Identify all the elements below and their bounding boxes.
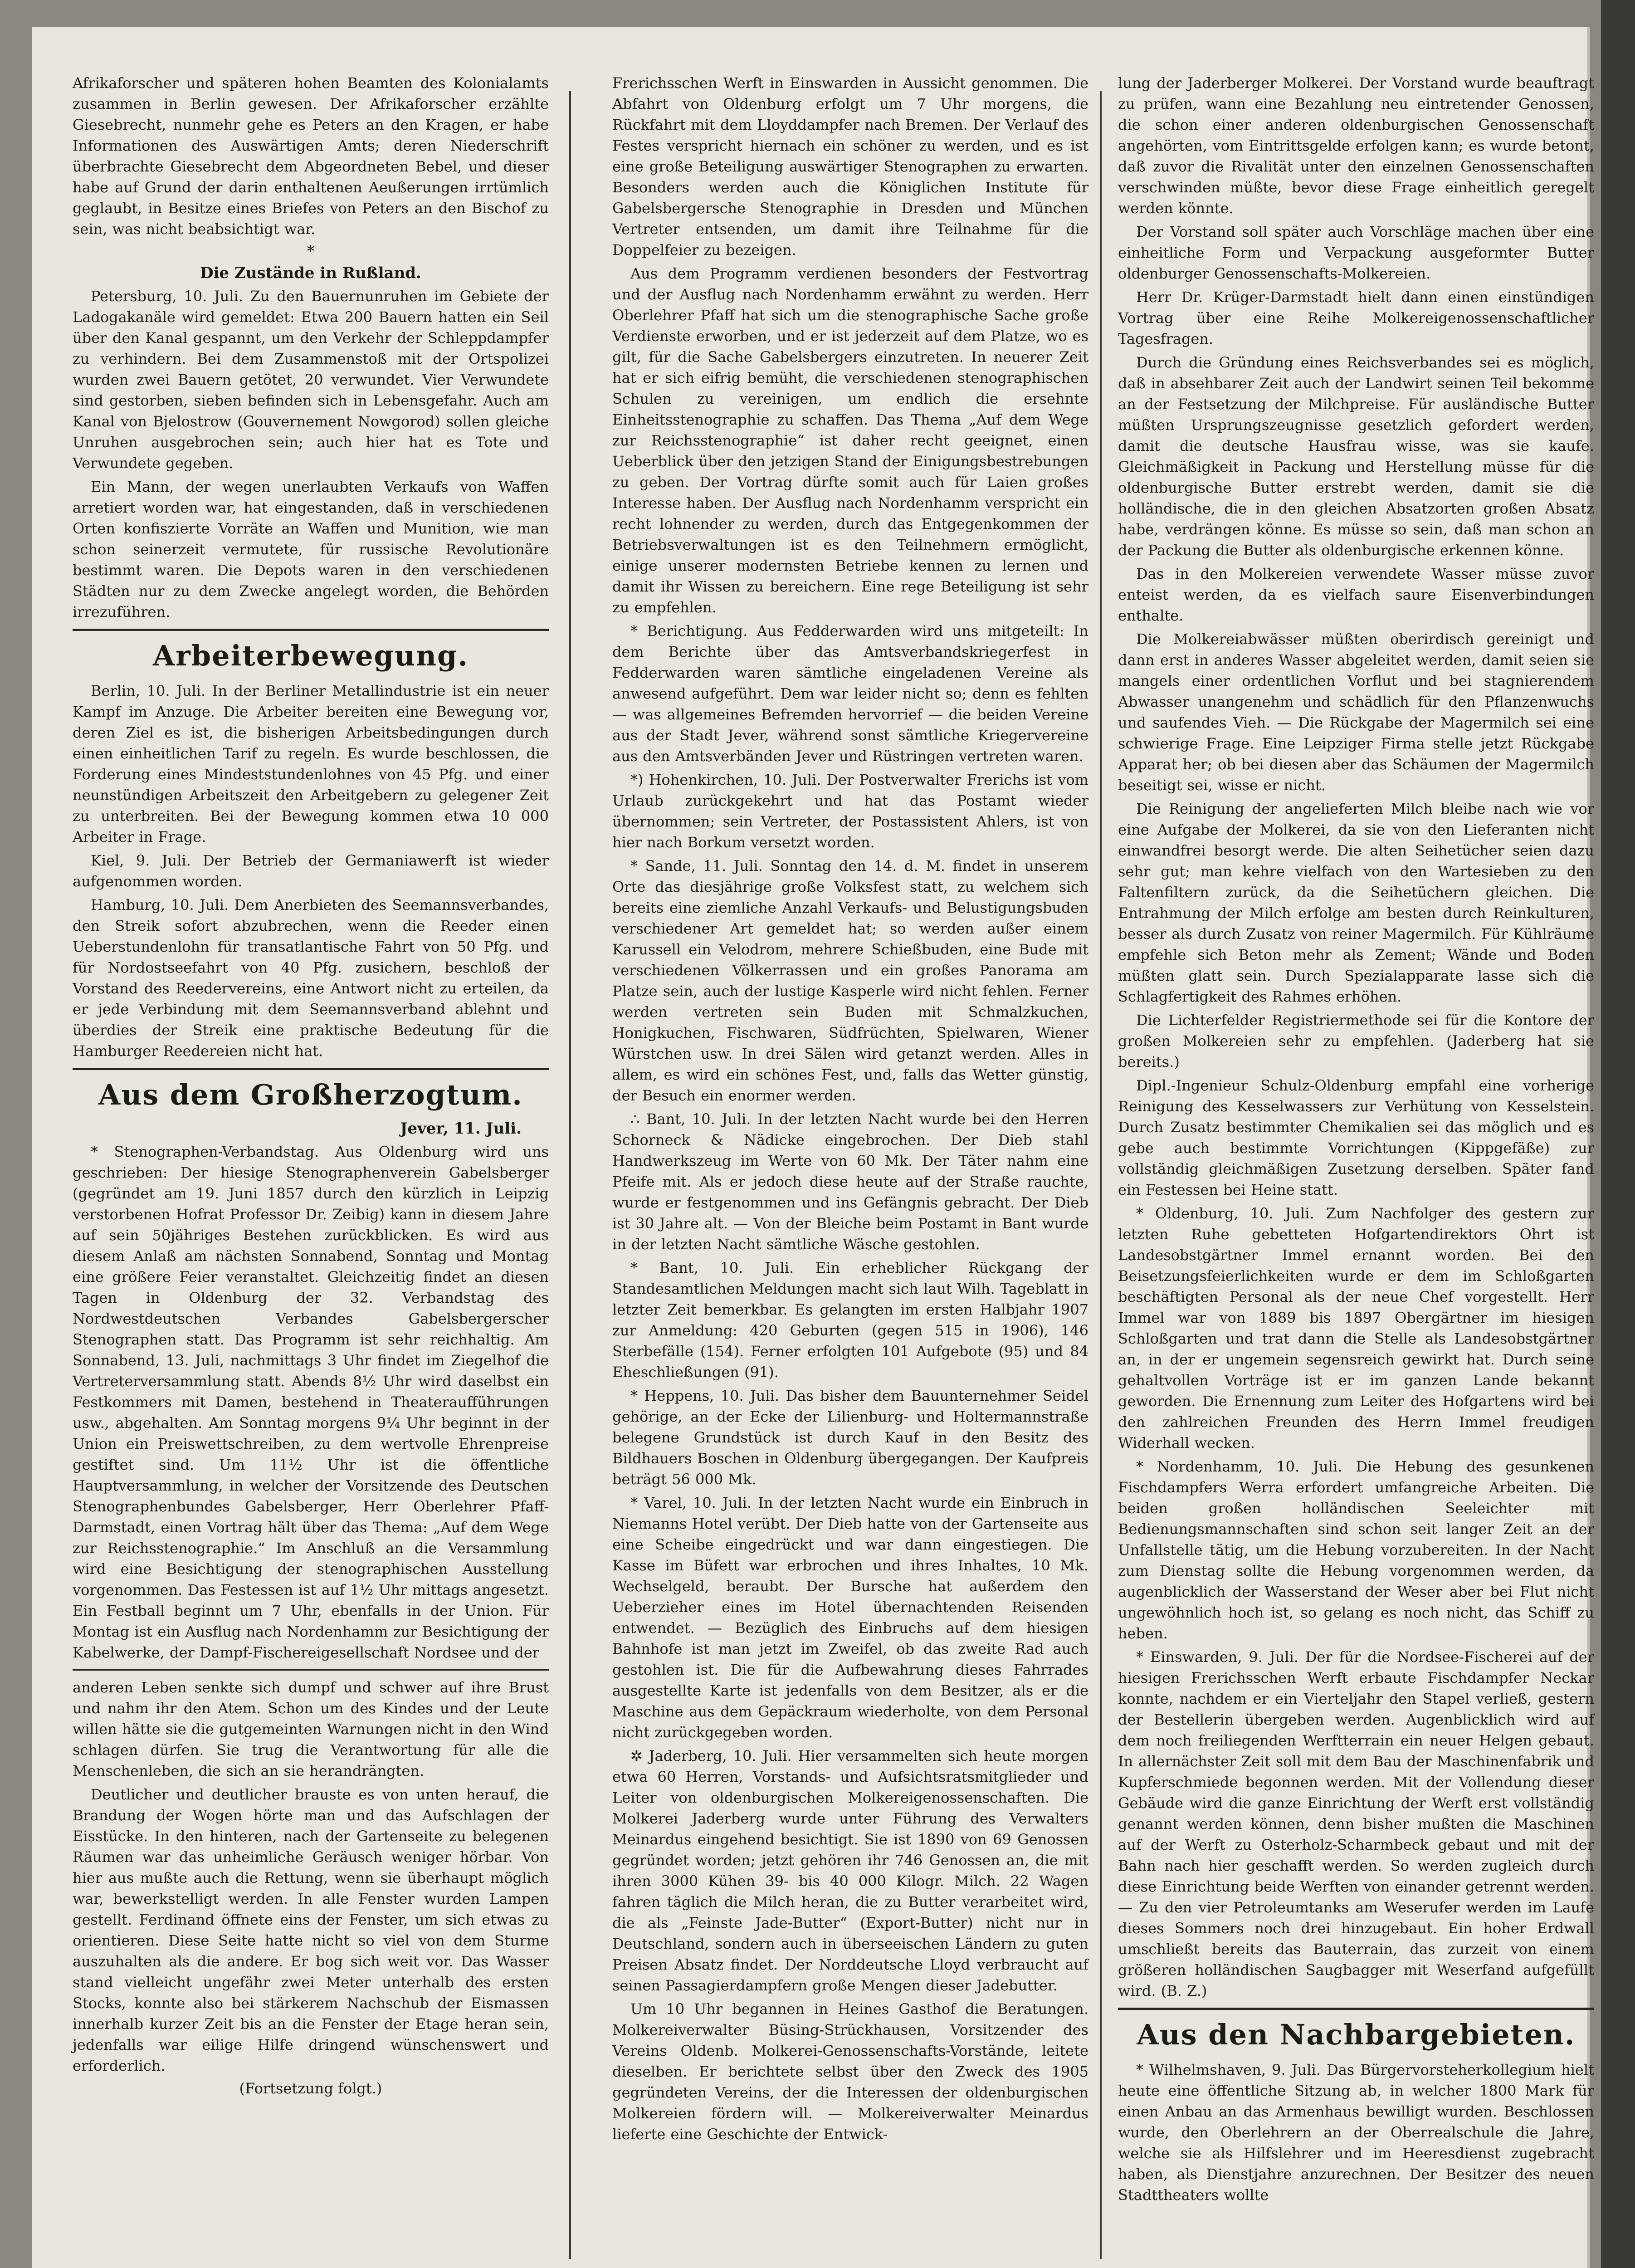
column-2 xyxy=(612,73,1088,2147)
continuation-note: (Fortsetzung folgt.) xyxy=(239,2080,382,2097)
separator-star: * xyxy=(307,242,315,260)
article-text: lung der Jaderberger Molkerei. Der Vorstand wurde beauftragt zu prüfen, wann eine Bezahlung neu eintretender Genossen, die schon einer anderen oldenburgischen Genossenschaft angehörten, vom Eintrittsgelde erfolgen kann; es wurde betont, daß zuvor die Rivalität unter den einzelnen Genossenschaften verschwinden müßte, bevor diese Frage einheitlich geregelt werden könnte. xyxy=(1118,74,1594,217)
column-rule xyxy=(569,91,571,2259)
article-text: Dipl.-Ingenieur Schulz-Oldenburg empfahl eine vorherige Reinigung des Kesselwassers zur Verhütung von Kesselstein. Durch Zusatz bestimmter Chemikalien sei das möglich und es gebe auch bestimmte Vorrichtungen (Kippgefäße) zur vollständig gleichmäßigen Zusetzung derselben. Später fand ein Festessen bei Heine statt. xyxy=(1118,1077,1594,1198)
feuilleton-text: Deutlicher und deutlicher brauste es von unten herauf, die Brandung der Wogen hörte man und das Aufschlagen der Eisstücke. In den hinteren, nach der Gartenseite zu belegenen Räumen war das unheimliche Geräusch weniger hörbar. Von hier aus mußte auch die Rettung, wenn sie überhaupt möglich war, bewerkstelligt werden. In alle Fenster wurden Lampen gestellt. Ferdinand öffnete eins der Fenster, um sich etwas zu orientieren. Diese Seite hatte nicht so viel von dem Sturme auszuhalten als die andere. Er bog sich weit vor. Das Wasser stand vielleicht ungefähr zwei Meter unterhalb des ersten Stocks, konnte also bei stärkerem Nachschub der Eismassen innerhalb kurzer Zeit bis an die Fenster der Etage heran sein, jedenfalls war eilige Hilfe dringend wünschenswert und erforderlich. xyxy=(73,1786,549,2074)
article-text: * Nordenhamm, 10. Juli. Die Hebung des gesunkenen Fischdampfers Werra erfordert umfangreiche Arbeiten. Die beiden großen holländischen Seeleichter mit Bedienungsmannschaften sind schon seit langer Zeit an der Unfallstelle tätig, um die Hebung vorzubereiten. In der Nacht zum Dienstag sollte die Hebung vorgenommen werden, da augenblicklich der Wasserstand der Weser aber bei Flut nicht ungewöhnlich hoch ist, so gelang es noch nicht, das Schiff zu heben. xyxy=(1118,1458,1594,1642)
article-text: * Heppens, 10. Juli. Das bisher dem Bauunternehmer Seidel gehörige, an der Ecke der Lilienburg- und Holtermannstraße belegene Grundstück ist durch Kauf in den Besitz des Bildhauers Boschen in Oldenburg übergegangen. Der Kaufpreis beträgt 56 000 Mk. xyxy=(612,1387,1088,1488)
scan-edge xyxy=(1601,0,1635,2268)
article-text: Hamburg, 10. Juli. Dem Anerbieten des Seemannsverbandes, den Streik sofort abzubrechen, wenn die Reeder einen Ueberstundenlohn für transatlantische Fahrt von 50 Pfg. und für Nordostseefahrt von 40 Pfg. zusichern, beschloß der Vorstand des Reedervereins, eine Antwort nicht zu erteilen, da er jede Verbindung mit dem Seemannsverband ablehnt und überdies der Streik eine praktische Bedeutung für die Hamburger Reedereien nicht hat. xyxy=(73,896,549,1060)
article-text: *) Hohenkirchen, 10. Juli. Der Postverwalter Frerichs ist vom Urlaub zurückgekehrt und hat das Postamt wieder übernommen; sein Vertreter, der Postassistent Ahlers, ist von hier nach Borkum versetzt worden. xyxy=(612,771,1088,851)
section-heading: Die Zustände in Rußland. xyxy=(200,264,421,282)
article-text: * Berichtigung. Aus Fedderwarden wird uns mitgeteilt: In dem Berichte über das Amtsverbandskriegerfest in Fedderwarden waren sämtliche eingeladenen Vereine als anwesend aufgeführt. Dem war leider nicht so; denn es fehlten — was allgemeines Befremden hervorrief — die beiden Vereine aus der Stadt Jever, während sonst sämtliche Kriegervereine aus den Amtsverbänden Jever und Rüstringen vertreten waren. xyxy=(612,622,1088,765)
article-text: ∴ Bant, 10. Juli. In der letzten Nacht wurde bei den Herren Schorneck & Nädicke eingebrochen. Der Dieb stahl Handwerkszeug im Werte von 60 Mk. Der Täter nahm eine Pfeife mit. Als er jedoch diese heute auf der Straße rauchte, wurde er festgenommen und ins Gefängnis gebracht. Der Dieb ist 30 Jahre alt. — Von der Bleiche beim Postamt in Bant wurde in der letzten Nacht sämtliche Wäsche gestohlen. xyxy=(612,1110,1088,1253)
article-text: Der Vorstand soll später auch Vorschläge machen über eine einheitliche Form und Verpackung ausgeformter Butter oldenburger Genossenschafts-Molkereien. xyxy=(1118,223,1594,282)
article-text: Aus dem Programm verdienen besonders der Festvortrag und der Ausflug nach Nordenhamm erwähnt zu werden. Herr Oberlehrer Pfaff hat sich um die stenographische Sache große Verdienste erworben, und er ist jederzeit auf dem Platze, wo es gilt, für die Sache Gabelsbergers einzutreten. In neuerer Zeit hat er sich eifrig bemüht, die verschiedenen stenographischen Schulen zu vereinigen, um endlich die ersehnte Einheitsstenographie zu schaffen. Das Thema „Auf dem Wege zur Reichsstenographie“ ist daher recht geeignet, einen Ueberblick über den jetzigen Stand der Einigungsbestrebungen zu geben. Der Vortrag dürfte somit auch für Laien großes Interesse haben. Der Ausflug nach Nordenhamm verspricht ein recht lohnender zu werden, durch das Entgegenkommen der Betriebsverwaltungen ist es den Teilnehmern ermöglicht, einige unserer modernsten Betriebe kennen zu lernen und damit ihr Wissen zu bereichern. Eine rege Beteiligung ist sehr zu empfehlen. xyxy=(612,265,1088,616)
article-text: * Stenographen-Verbandstag. Aus Oldenburg wird uns geschrieben: Der hiesige Stenographenverein Gabelsberger (gegründet am 19. Juni 1857 durch den kürzlich in Leipzig verstorbenen Hofrat Professor Dr. Zeibig) kann in diesem Jahre auf sein 50jähriges Bestehen zurückblicken. Es wird aus diesem Anlaß am nächsten Sonnabend, Sonntag und Montag eine größere Feier veranstaltet. Gleichzeitig findet an diesen Tagen in Oldenburg der 32. Verbandstag des Nordwestdeutschen Verbandes Gabelsbergerscher Stenographen statt. Das Programm ist sehr reichhaltig. Am Sonnabend, 13. Juli, nachmittags 3 Uhr findet im Ziegelhof die Vertreterversammlung statt. Abends 8½ Uhr wird daselbst ein Festkommers mit Damen, bestehend in Theateraufführungen usw., abgehalten. Am Sonntag morgens 9¼ Uhr beginnt in der Union ein Preiswettschreiben, zu dem wertvolle Ehrenpreise gestiftet sind. Um 11½ Uhr ist die öffentliche Hauptversammlung, in welcher der Vorsitzende des Deutschen Stenographenbundes Gabelsberger, Herr Oberlehrer Pfaff-Darmstadt, einen Vortrag hält über das Thema: „Auf dem Wege zur Reichsstenographie.“ Im Anschluß an die Versammlung wird eine Besichtigung der stenographischen Ausstellung vorgenommen. Das Festessen ist auf 1½ Uhr mittags angesetzt. Ein Festball beginnt um 7 Uhr, ebenfalls in der Union. Für Montag ist ein Ausflug nach Nordenhamm zur Besichtigung der Kabelwerke, der Dampf-Fischereigesellschaft Nordsee und der xyxy=(73,1143,549,1661)
article-text: Berlin, 10. Juli. In der Berliner Metallindustrie ist ein neuer Kampf im Anzuge. Die Arbeiter bereiten eine Bewegung vor, deren Ziel es ist, die bisherigen Arbeitsbedingungen durch einen einheitlichen Tarif zu regeln. Es wurde beschlossen, die Forderung eines Mindeststundenlohnes von 45 Pfg. und einer neunstündigen Arbeitszeit den Arbeitgebern zu gelegener Zeit zu unterbreiten. Bei der Bewegung kommen etwa 10 000 Arbeiter in Frage. xyxy=(73,682,549,846)
section-heading: Arbeiterbewegung. xyxy=(153,639,469,672)
article-text: * Bant, 10. Juli. Ein erheblicher Rückgang der Standesamtlichen Meldungen macht sich laut Wilh. Tageblatt in letzter Zeit bemerkbar. Es gelangten im ersten Halbjahr 1907 zur Anmeldung: 420 Geburten (gegen 515 in 1906), 146 Sterbefälle (154). Ferner erfolgten 101 Aufgebote (95) und 84 Eheschließungen (91). xyxy=(612,1259,1088,1381)
article-text: Ein Mann, der wegen unerlaubten Verkaufs von Waffen arretiert worden war, hat eingestanden, daß in verschiedenen Orten konfiszierte Vorräte an Waffen und Munition, wie man schon seinerzeit vermutete, für russische Revolutionäre bestimmt waren. Die Depots waren in den verschiedenen Städten nur zu dem Zwecke angelegt worden, die Behörden irrezuführen. xyxy=(73,478,549,621)
article-text: ✲ Jaderberg, 10. Juli. Hier versammelten sich heute morgen etwa 60 Herren, Vorstands- und Aufsichtsratsmitglieder und Leiter von oldenburgischen Molkereigenossenschaften. Die Molkerei Jaderberg wurde unter Führung des Verwalters Meinardus eingehend besichtigt. Sie ist 1890 von 69 Genossen gegründet worden; jetzt gehören ihr 746 Genossen an, die mit ihren 3000 Kühen 39- bis 40 000 Kilogr. Milch. 22 Wagen fahren täglich die Milch heran, die zu Butter verarbeitet wird, die als „Feinste Jade-Butter“ (Export-Butter) nicht nur in Deutschland, sondern auch in überseeischen Ländern zu guten Preisen Absatz findet. Der Norddeutsche Lloyd verbraucht auf seinen Passagierdampfern große Mengen dieser Jadebutter. xyxy=(612,1747,1088,1994)
article-text: * Wilhelmshaven, 9. Juli. Das Bürgervorsteherkollegium hielt heute eine öffentliche Sitzung ab, in welcher 1800 Mark für einen Anbau an das Armenhaus bewilligt wurden. Beschlossen wurde, den Oberlehrern an der Oberrealschule die Jahre, welche sie als Hilfslehrer und im Heeresdienst zugebracht haben, als Dienstjahre anzurechnen. Der Besitzer des neuen Stadttheaters wollte xyxy=(1118,2061,1594,2204)
column-1 xyxy=(73,73,549,2101)
article-text: Durch die Gründung eines Reichsverbandes sei es möglich, daß in absehbarer Zeit auch der Landwirt seinen Teil bekomme an der Festsetzung der Milchpreise. Für ausländische Butter müßten Ursprungszeugnisse gesetzlich gefordert werden, damit die deutsche Hausfrau wisse, was sie kaufe. Gleichmäßigkeit in Packung und Herstellung müsse für die oldenburgische Butter erstrebt werden, damit sie die holländische, die in den gleichen Absatzorten großen Absatz habe, verdrängen könne. Es müsse so sein, daß man schon an der Packung die Butter als oldenburgische erkennen könne. xyxy=(1118,354,1594,559)
column-3 xyxy=(1118,73,1594,2208)
feuilleton-divider xyxy=(73,1669,549,1671)
article-text: Die Molkereiabwässer müßten oberirdisch gereinigt und dann erst in anderes Wasser abgeleitet werden, damit seien sie mangels einer ordentlichen Vorflut und bei stagnierendem Abwasser unangenehm und schädlich für den Pflanzenwuchs und saufendes Vieh. — Die Rückgabe der Magermilch sei eine schwierige Frage. Eine Leipziger Firma stelle jetzt Rückgabe Apparat her; ob bei diesen aber das Schäumen der Magermilch beseitigt sei, wisse er nicht. xyxy=(1118,631,1594,794)
article-text: * Oldenburg, 10. Juli. Zum Nachfolger des gestern zur letzten Ruhe gebetteten Hofgartendirektors Ohrt ist Landesobstgärtner Immel ernannt worden. Bei den Beisetzungsfeierlichkeiten wurde er dem im Schloßgarten beschäftigten Personal als der neue Chef vorgestellt. Herr Immel war von 1889 bis 1897 Obergärtner im hiesigen Schloßgarten und trat dann die Stelle als Landesobstgärtner an, in der er ungemein segensreich gewirkt hat. Durch seine gehaltvollen Vorträge ist er im ganzen Lande bekannt geworden. Die Ernennung zum Leiter des Hofgartens wird bei den zahlreichen Freunden des Herrn Immel freudigen Widerhall wecken. xyxy=(1118,1205,1594,1452)
section-heading: Aus dem Großherzogtum. xyxy=(98,1078,523,1111)
article-text: Frerichsschen Werft in Einswarden in Aussicht genommen. Die Abfahrt von Oldenburg erfolgt um 7 Uhr morgens, die Rückfahrt mit dem Lloyddampfer nach Bremen. Der Verlauf des Festes verspricht hiernach ein schöner zu werden, und es ist eine große Beteiligung auswärtiger Stenographen zu erwarten. Besonders werden auch die Königlichen Institute für Gabelsbergersche Stenographie in Dresden und München Vertreter entsenden, um damit ihre Teilnahme für die Doppelfeier zu bezeigen. xyxy=(612,74,1088,259)
column-rule xyxy=(1100,91,1102,2259)
article-text: Kiel, 9. Juli. Der Betrieb der Germaniawerft ist wieder aufgenommen worden. xyxy=(73,852,549,890)
article-text: * Varel, 10. Juli. In der letzten Nacht wurde ein Einbruch in Niemanns Hotel verübt. Der Dieb hatte von der Gartenseite aus eine Scheibe eingedrückt und war dann eingestiegen. Die Kasse im Büfett war erbrochen und ihres Inhaltes, 10 Mk. Wechselgeld, beraubt. Der Bursche hat außerdem den Ueberzieher eines im Hotel übernachtenden Reisenden entwendet. — Bezüglich des Einbruchs auf dem hiesigen Bahnhofe ist man jetzt im Zweifel, ob das zweite Rad auch gestohlen ist. Die für die Aufbewahrung dieses Fahrrades ausgestellte Karte ist jedenfalls von dem Besitzer, als er die Maschine aus dem Gepäckraum wiederholte, von dem Personal nicht zurückgegeben worden. xyxy=(612,1494,1088,1741)
article-text: Die Lichterfelder Registriermethode sei für die Kontore der großen Molkereien sehr zu empfehlen. (Jaderberg hat sie bereits.) xyxy=(1118,1012,1594,1070)
dateline: Jever, 11. Juli. xyxy=(400,1119,522,1138)
article-text: Herr Dr. Krüger-Darmstadt hielt dann einen einstündigen Vortrag über eine Reihe Molkereigenossenschaftlicher Tagesfragen. xyxy=(1118,288,1594,347)
section-divider xyxy=(73,1068,549,1070)
article-text: * Sande, 11. Juli. Sonntag den 14. d. M. findet in unserem Orte das diesjährige große Volksfest statt, zu welchem sich bereits eine ziemliche Anzahl Verkaufs- und Belustigungsbuden verschiedener Art gemeldet hat; so werden außer einem Karussell ein Velodrom, mehrere Schießbuden, eine Bude mit verschiedenen Völkerrassen und ein großes Panorama am Platze sein, auch der lustige Kasperle wird nicht fehlen. Ferner werden vertreten sein Buden mit Schmalzkuchen, Honigkuchen, Fischwaren, Südfrüchten, Spielwaren, Wiener Würstchen usw. In drei Sälen wird getanzt werden. Alles in allem, es wird ein schönes Fest, und, falls das Wetter günstig, der Besuch ein enormer werden. xyxy=(612,857,1088,1104)
article-text: Um 10 Uhr begannen in Heines Gasthof die Beratungen. Molkereiverwalter Büsing-Strückhausen, Vorsitzender des Vereins Oldenb. Molkerei-Genossenschafts-Vorstände, leitete dieselben. Er berichtete selbst über den Zweck des 1905 gegründeten Vereins, der die Interessen der oldenburgischen Molkereien fördern will. — Molkereiverwalter Meinardus lieferte eine Geschichte der Entwick- xyxy=(612,2000,1088,2143)
section-divider xyxy=(1118,2008,1594,2010)
article-text: Die Reinigung der angelieferten Milch bleibe nach wie vor eine Aufgabe der Molkerei, da sie von den Lieferanten nicht einwandfrei besorgt werde. Die alten Seihetücher seien dazu sehr gut; man kehre vielfach von den Wartesieben zu den Faltenfiltern zurück, da die Seihetüchern gleichen. Die Entrahmung der Milch erfolge am besten durch Reinkulturen, besser als durch Zusatz von reiner Magermilch. Für Kühlräume empfehle sich Beton mehr als Zement; Wände und Boden müßten glatt sein. Durch Spezialapparate lasse sich die Schlagfertigkeit des Rahmes erhöhen. xyxy=(1118,800,1594,1005)
article-text: Das in den Molkereien verwendete Wasser müsse zuvor enteist werden, da es vielfach saure Eisenverbindungen enthalte. xyxy=(1118,565,1594,624)
section-heading: Aus den Nachbargebieten. xyxy=(1137,2018,1576,2051)
article-text: Afrikaforscher und späteren hohen Beamten des Kolonialamts zusammen in Berlin gewesen. Der Afrikaforscher erzählte Giesebrecht, nunmehr gehe es Peters an den Kragen, er habe Informationen des Auswärtigen Amts; deren Niederschrift überbrachte Giesebrecht dem Abgeordneten Bebel, und dieser habe auf Grund der darin enthaltenen Aeußerungen irrtümlich geglaubt, in Besitze eines Briefes von Peters an den Bischof zu sein, was nicht beabsichtigt war. xyxy=(73,74,549,238)
article-text: Petersburg, 10. Juli. Zu den Bauernunruhen im Gebiete der Ladogakanäle wird gemeldet: Etwa 200 Bauern hatten ein Seil über den Kanal gespannt, um den Verkehr der Schleppdampfer zu verhindern. Bei dem Zusammenstoß mit der Ortspolizei wurden zwei Bauern getötet, 20 verwundet. Vier Verwundete sind gestorben, sieben befinden sich in Lebensgefahr. Auch am Kanal von Bjelostrow (Gouvernement Nowgorod) sollen gleiche Unruhen ausgebrochen sein; auch hier hat es Tote und Verwundete gegeben. xyxy=(73,288,549,472)
section-divider xyxy=(73,629,549,631)
feuilleton-text: anderen Leben senkte sich dumpf und schwer auf ihre Brust und nahm ihr den Atem. Schon um des Kindes und der Leute willen hätte sie die gutgemeinten Warnungen nicht in den Wind schlagen dürfen. Sie trug die Verantwortung für alle die Menschenleben, die sich an sie herandrängten. xyxy=(73,1679,549,1779)
article-text: * Einswarden, 9. Juli. Der für die Nordsee-Fischerei auf der hiesigen Frerichsschen Werft erbaute Fischdampfer Neckar konnte, nachdem er ein Vierteljahr den Stapel verließ, gestern der Bestellerin übergeben werden. Augenblicklich wird auf dem noch freiliegenden Werftterrain ein neuer Helgen gebaut. In allernächster Zeit soll mit dem Bau der Maschinenfabrik und Kupferschmiede begonnen werden. Mit der Vollendung dieser Gebäude wird die ganze Einrichtung der Werft erst vollständig genannt werden können, denn bisher mußten die Maschinen auf der Werft zu Osterholz-Scharmbeck gebaut und mit der Bahn nach hier geschafft werden. So werden zugleich durch diese Einrichtung beide Werften von einander getrennt werden. — Zu den vier Petroleumtanks am Weserufer werden im Laufe dieses Sommers noch drei hinzugebaut. Ein hoher Erdwall umschließt bereits das Bauterrain, das zurzeit von einem größeren holländischen Saugbagger mit Weserfand aufgefüllt wird. (B. Z.) xyxy=(1118,1648,1594,1999)
